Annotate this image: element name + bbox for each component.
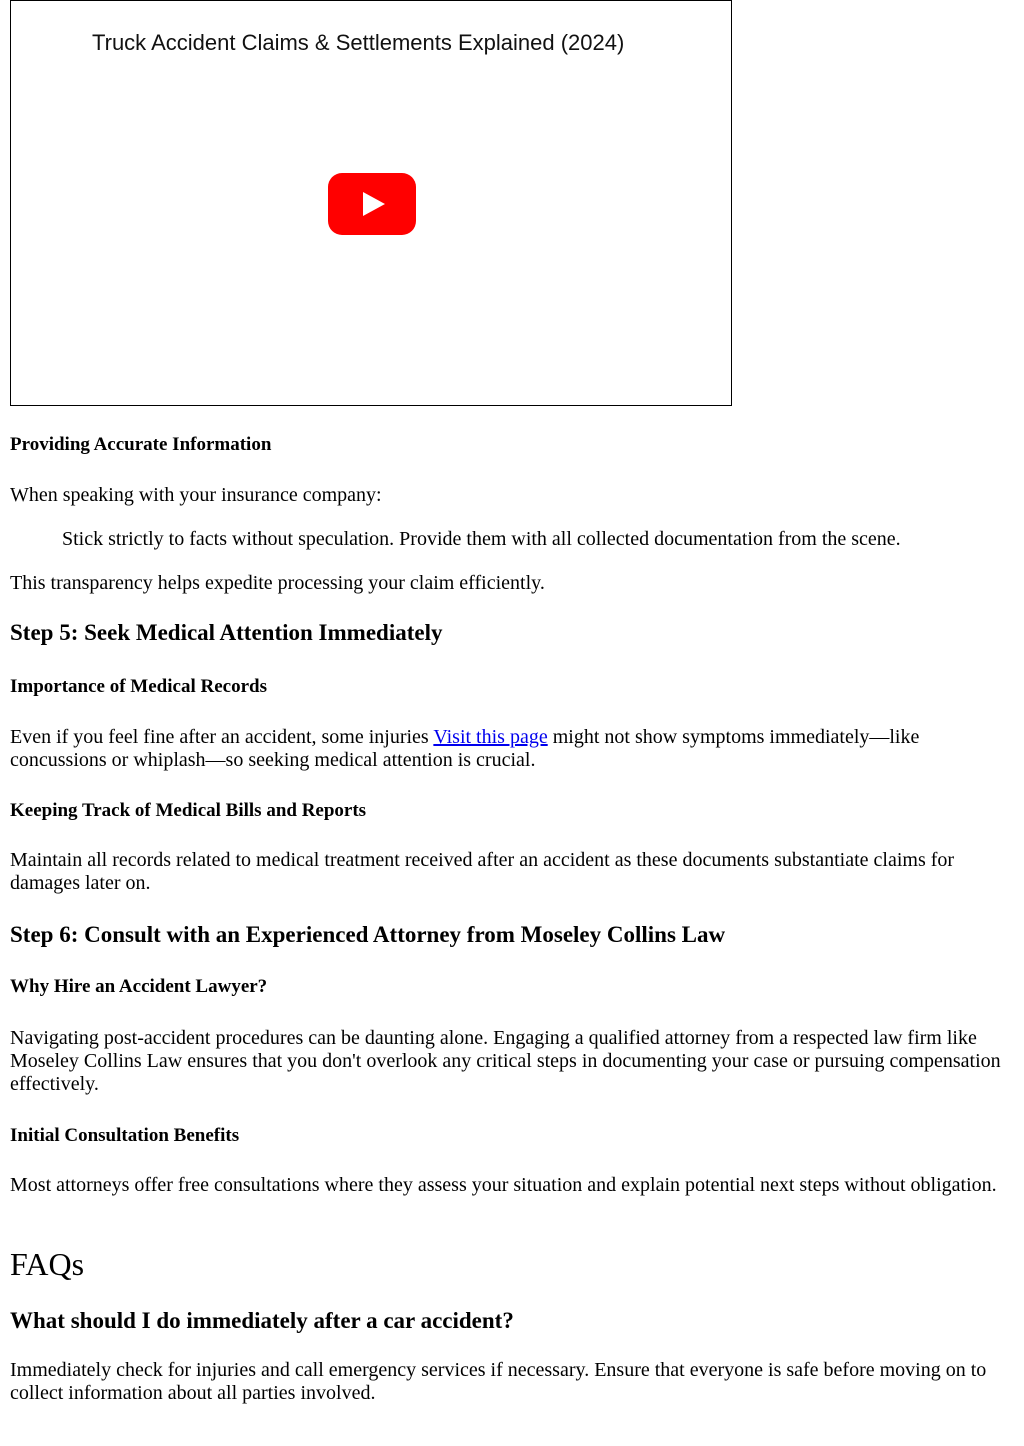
step6-heading: Step 6: Consult with an Experienced Attorney from Moseley Collins Law xyxy=(10,922,726,947)
faqs-heading: FAQs xyxy=(10,1246,85,1282)
consultation-text: Most attorneys offer free consultations where they assess your situation and explain potential next steps without obligation. xyxy=(10,1174,997,1196)
medical-records-text-before: Even if you feel fine after an accident, some injuries xyxy=(10,726,434,748)
medical-bills-heading: Keeping Track of Medical Bills and Reports xyxy=(10,800,367,821)
step5-heading: Step 5: Seek Medical Attention Immediately xyxy=(10,620,443,645)
medical-records-text xyxy=(10,726,1010,772)
visit-this-page-link[interactable]: Visit this page xyxy=(433,726,548,748)
video-title[interactable]: Truck Accident Claims & Settlements Explained (2024) xyxy=(92,30,625,55)
providing-list-item: Stick strictly to facts without speculation. Provide them with all collected documentation from the scene. xyxy=(62,528,901,550)
medical-records-text-after: might not show symptoms immediately—like concussions or whiplash—so seeking medical attention is crucial. xyxy=(10,726,920,771)
why-hire-heading: Why Hire an Accident Lawyer? xyxy=(10,976,268,997)
faq1-answer: Immediately check for injuries and call emergency services if necessary. Ensure that everyone is safe before moving on to collect information about all parties involved. xyxy=(10,1359,987,1404)
consultation-heading: Initial Consultation Benefits xyxy=(10,1125,240,1146)
faq1-question: What should I do immediately after a car accident? xyxy=(10,1308,514,1333)
providing-intro-text: When speaking with your insurance company: xyxy=(10,484,382,506)
youtube-play-icon[interactable] xyxy=(328,173,416,235)
providing-accurate-information-heading: Providing Accurate Information xyxy=(10,434,272,455)
medical-bills-text: Maintain all records related to medical treatment received after an accident as these documents substantiate claims for damages later on. xyxy=(10,849,955,894)
video-embed[interactable] xyxy=(10,0,732,406)
why-hire-text: Navigating post-accident procedures can be daunting alone. Engaging a qualified attorney from a respected law firm like Moseley Collins Law ensures that you don't overlook any critical steps in documenting your case or pursuing compensation effectively. xyxy=(10,1027,1001,1095)
providing-outro-text: This transparency helps expedite processing your claim efficiently. xyxy=(10,572,545,594)
medical-records-heading: Importance of Medical Records xyxy=(10,676,267,697)
